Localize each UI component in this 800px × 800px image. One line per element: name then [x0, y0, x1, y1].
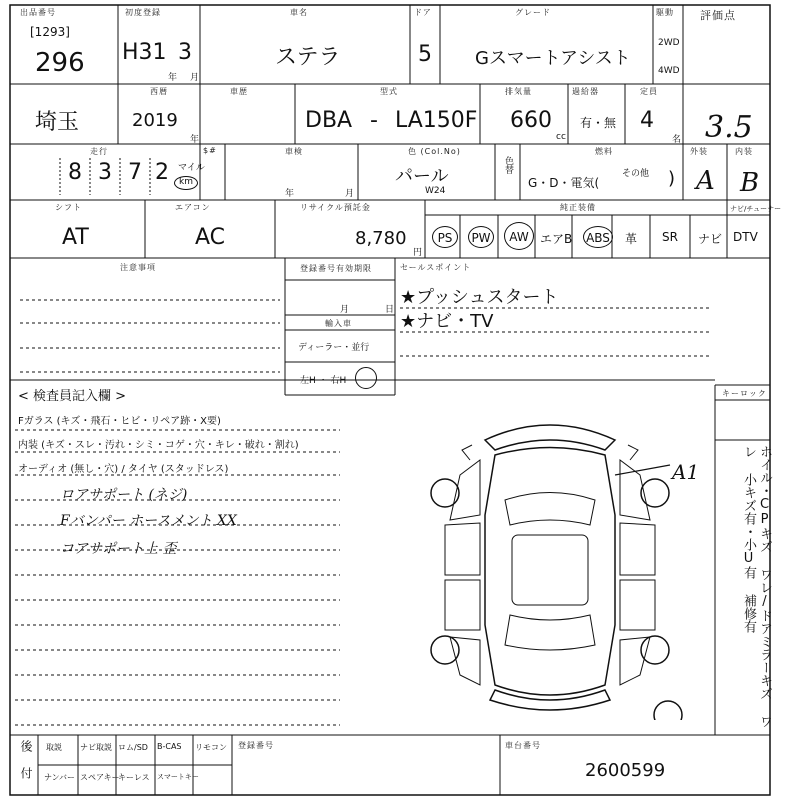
equip-aw: AW [504, 222, 534, 250]
grade: Gスマートアシスト [475, 48, 631, 69]
fuel-paren-close: ) [668, 168, 676, 189]
prefecture: 埼玉 [35, 110, 80, 135]
color-header: 色 (Col.No) [408, 147, 461, 156]
fuel-other: その他 [622, 169, 650, 179]
color-change: 色替 [503, 156, 513, 174]
year-header: 西暦 [150, 87, 168, 96]
car-name-header: 車名 [290, 8, 308, 17]
footer-smart-key: スマートキー [157, 773, 199, 781]
footer-keyless: キーレス [118, 773, 150, 782]
reg-expiry-header: 登録番号有効期限 [300, 264, 372, 273]
score: 3.5 [705, 110, 753, 145]
footer-number: ナンバー [44, 773, 76, 782]
displacement-header: 排気量 [505, 87, 532, 96]
year-mark: 年 [168, 73, 178, 83]
first-reg-era: H31 [122, 40, 167, 65]
displacement-unit: cc [556, 132, 566, 142]
equip-airbag: エアB [540, 232, 573, 246]
footer-rom-sd: ロム/SD [118, 743, 148, 752]
footer-after-label: 後 [19, 740, 33, 752]
mileage-digit-4: 2 [155, 160, 169, 185]
footer-spare-key: スペアキー [80, 773, 120, 782]
handwritten-note-3: コアサポート上 歪 [60, 541, 177, 557]
dollar-header: $# [203, 146, 217, 155]
damage-mark: A1 [672, 460, 700, 484]
exterior-grade: A [696, 166, 715, 196]
keylock-header: キーロック [722, 389, 767, 398]
interior-grade: B [740, 168, 760, 198]
import-type: ディーラー・並行 [298, 343, 370, 353]
inspector-line-interior: 内装 (キズ・スレ・汚れ・シミ・コゲ・穴・キレ・破れ・割れ) [18, 440, 299, 451]
inspection-year-label: 年 [285, 189, 295, 199]
mileage-digit-1: 8 [68, 160, 82, 185]
equip-dtv: DTV [733, 230, 758, 244]
inspector-header: < 検査員記入欄 > [18, 389, 127, 404]
interior-header: 内装 [735, 147, 753, 156]
mileage-unit-mile: マイル [178, 163, 205, 173]
footer-attached-label: 付 [19, 767, 33, 779]
equipment-header: 純正装備 [560, 203, 596, 212]
score-header: 評価点 [700, 9, 736, 22]
year-suffix: 年 [190, 135, 200, 145]
aircon-header: エアコン [175, 203, 211, 212]
displacement: 660 [510, 108, 552, 133]
drive-header: 駆動 [656, 8, 674, 17]
shift: AT [62, 225, 89, 250]
equip-navi: ナビ [698, 232, 723, 246]
mileage-digit-2: 3 [98, 160, 112, 185]
navi-tuner-header: ナビ/チューナー [730, 205, 782, 213]
car-damage-diagram [400, 405, 700, 720]
lot-bracket: [1293] [30, 25, 70, 39]
equip-ps: PS [432, 226, 458, 248]
fuel-header: 燃料 [595, 147, 613, 156]
color-code: W24 [425, 186, 446, 196]
reg-month: 月 [340, 305, 350, 315]
model-header: 型式 [380, 87, 398, 96]
doors: 5 [418, 42, 432, 67]
lot-number: 296 [35, 48, 85, 78]
handle-right-circle [355, 367, 377, 389]
month-mark: 月 [190, 73, 200, 83]
chassis-number: 2600599 [585, 760, 666, 781]
mileage-unit-km: km [174, 176, 198, 190]
equip-leather: 革 [625, 232, 638, 246]
recycle: 8,780 [355, 228, 407, 249]
grade-header: グレード [515, 8, 551, 17]
drive-4wd: 4WD [658, 66, 680, 76]
first-reg-header: 初度登録 [125, 8, 161, 17]
side-note: ホイル・CPキズ ワレ/ドアミラーキズ ワレ 小キズ有・小U有 補修有 [741, 445, 772, 728]
lot-header: 出品番号 [20, 8, 56, 17]
sales-point-1: ★プッシュスタート [400, 287, 559, 308]
sales-points-header: セールスポイント [400, 263, 472, 272]
handwritten-note-2: Fバンパー ホースメント XX [60, 513, 237, 529]
turbo-header: 過給器 [572, 87, 599, 96]
model-code: LA150F [395, 108, 478, 133]
notes-header: 注意事項 [120, 263, 156, 272]
footer-reg-label: 登録番号 [238, 741, 274, 750]
drive-2wd: 2WD [658, 38, 680, 48]
equip-abs: ABS [583, 226, 613, 248]
footer-navi-manual: ナビ取説 [80, 743, 112, 752]
fuel: G・D・電気( [528, 176, 600, 190]
inspection-header: 車検 [285, 147, 303, 156]
color: パール [395, 166, 449, 187]
exterior-header: 外装 [690, 147, 708, 156]
shift-header: シフト [55, 203, 82, 212]
handwritten-note-1: ロアサポート (ネジ) [60, 487, 188, 503]
car-name: ステラ [275, 45, 341, 70]
turbo: 有・無 [580, 116, 617, 130]
inspector-line-audio: オーディオ (無し・穴) / タイヤ (スタッドレス) [18, 464, 229, 475]
footer-manual: 取説 [46, 743, 62, 752]
footer-bcas: B-CAS [157, 742, 182, 751]
recycle-unit: 円 [413, 248, 423, 258]
mileage-digit-3: 7 [128, 160, 142, 185]
aircon: AC [195, 225, 226, 250]
inspector-line-glass: Fガラス (キズ・飛石・ヒビ・リペア跡・X要) [18, 416, 221, 427]
mileage-header: 走行 [90, 147, 108, 156]
capacity-header: 定員 [640, 87, 658, 96]
year: 2019 [132, 110, 178, 131]
cert-header: 車歴 [230, 87, 248, 96]
model-dash: - [370, 108, 378, 133]
model-prefix: DBA [305, 108, 353, 133]
footer-remote: リモコン [195, 743, 227, 752]
first-reg-month: 3 [178, 40, 192, 65]
capacity-unit: 名 [672, 135, 682, 145]
chassis-label: 車台番号 [505, 741, 541, 750]
inspection-month-label: 月 [345, 189, 355, 199]
reg-day: 日 [385, 305, 395, 315]
capacity: 4 [640, 108, 654, 133]
equip-sr: SR [662, 230, 678, 244]
doors-header: ドア [414, 8, 432, 17]
equip-pw: PW [468, 226, 494, 248]
sales-point-2: ★ナビ・TV [400, 311, 494, 332]
recycle-header: リサイクル預託金 [300, 203, 371, 212]
handle: 左H ・ 右H [300, 376, 347, 386]
import-header: 輸入車 [325, 319, 352, 328]
